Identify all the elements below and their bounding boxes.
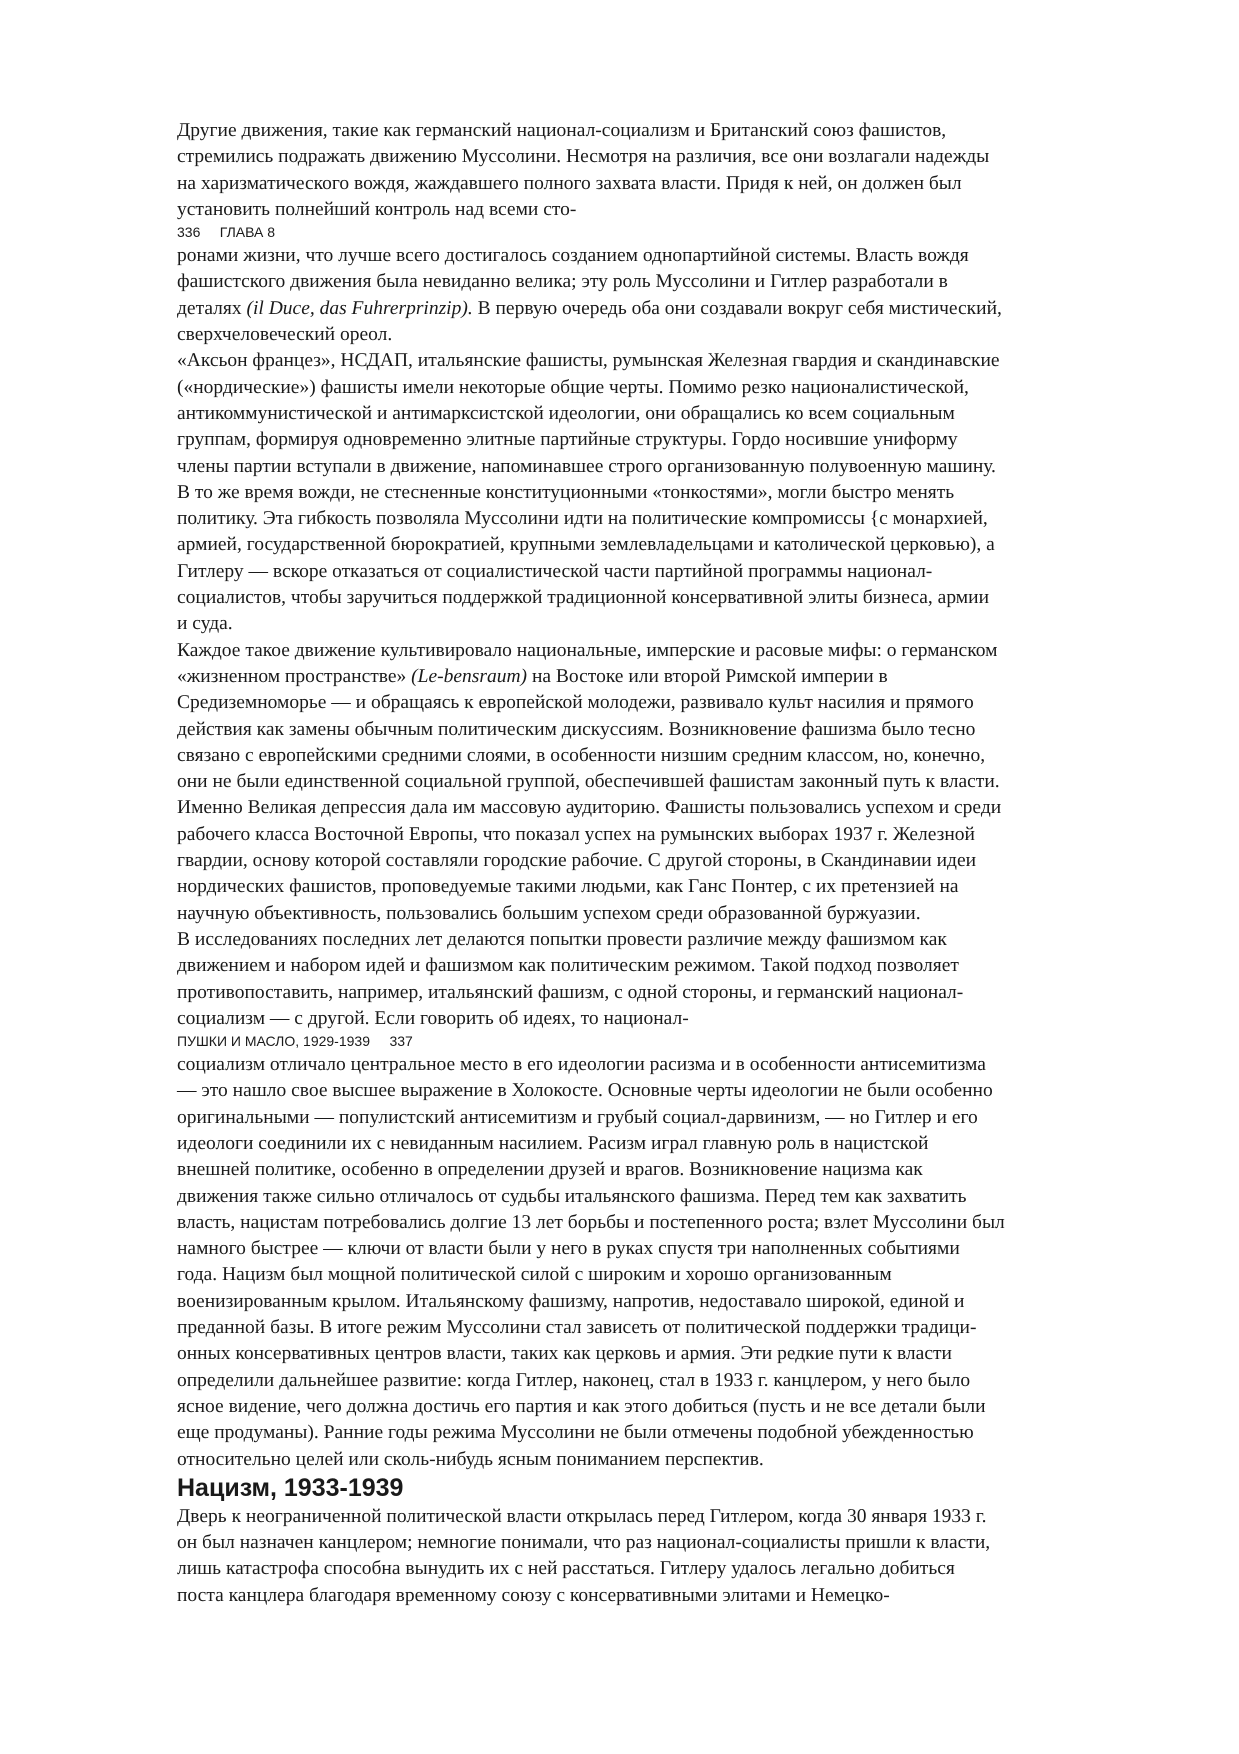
- paragraph-text: ронами жизни, что лучше всего достигалось созданием однопартийной системы. Власть вождя фашистского движения была невиданно велика; эту роль Муссолини и Гитлер разработали в деталях: [177, 245, 969, 319]
- paragraph: В исследованиях последних лет делаются попытки провести различие между фашизмом как движением и набором идей и фашизмом как политическим режимом. Такой подход позволяет противопоставить, например, итальянский фашизм, с одной стороны, и германский национал- социализм — с другой. Если говорить об идеях, то национал-: [177, 928, 964, 1029]
- italic-term: (Le-bensraum): [411, 665, 528, 687]
- italic-term: (il Duce, das Fuhrerprinzip).: [246, 297, 473, 319]
- page-header: 336 ГЛАВА 8: [177, 224, 276, 241]
- paragraph: Другие движения, такие как германский национал-социализм и Британский союз фашистов, стремились подражать движению Муссолини. Несмотря на различия, все они возлагали надежды на харизматического вождя, жаждавшего полного захвата власти. Придя к ней, он должен был установить полнейший контроль над всеми сто-: [177, 120, 990, 220]
- paragraph-text: Каждое такое движение культивировало национальные, имперские и расовые мифы: о германском «жизненном пространстве»: [177, 639, 998, 687]
- paragraph-text: на Востоке или второй Римской империи в Средиземноморье — и обращаясь к европейской молодежи, развивало культ насилия и прямого действия как замены обычным политическим дискуссиям. Возникновение фашизма было тесно связано с европейскими средними слоями, в особенности низшим средним классом, но, конечно, они не были единственной социальной группой, обеспечившей фашистам законный путь к власти. Именно Великая депрессия дала им массовую аудиторию. Фашисты пользовались успехом и среди рабочего класса Восточной Европы, что показал успех на румынских выборах 1937 г. Железной гвардии, основу которой составляли городские рабочие. С другой стороны, в Скандинавии идеи нордических фашистов, проповедуемые такими людьми, как Ганс Понтер, с их претензией на научную объективность, пользовались большим успехом среди образованной буржуазии.: [177, 665, 1002, 924]
- page-header: ПУШКИ И МАСЛО, 1929-1939 337: [177, 1033, 413, 1050]
- paragraph: «Аксьон францез», НСДАП, итальянские фашисты, румынская Железная гвардия и скандинавские («нордические») фашисты имели некоторые общие черты. Помимо резко националистической, антикоммунистической и антимарксистской идеологии, они обращались ко всем социальным группам, формируя одновременно элитные партийные структуры. Гордо носившие униформу члены партии вступали в движение, напоминавшее строго организованную полувоенную машину. В то же время вожди, не стесненные конституционными «тонкостями», могли быстро менять политику. Эта гибкость позволяла Муссолини идти на политические компромиссы {с монархией, армией, государственной бюрократией, крупными землевладельцами и католической церковью), а Гитлеру — вскоре отказаться от социалистической части партийной программы национал- социалистов, чтобы заручиться поддержкой традиционной консервативной элиты бизнеса, армии и суда.: [177, 350, 1000, 635]
- paragraph: [177, 243, 1177, 348]
- page-content: [177, 118, 1177, 1609]
- section-heading: Нацизм, 1933-1939: [177, 1473, 404, 1502]
- paragraph: Дверь к неограниченной политической власти открылась перед Гитлером, когда 30 января 1933 г. он был назначен канцлером; немногие понимали, что раз национал-социалисты пришли к власти, лишь катастрофа способна вынудить их с ней расстаться. Гитлеру удалось легально добиться поста канцлера благодаря временному союзу с консервативными элитами и Немецко-: [177, 1505, 991, 1606]
- paragraph: социализм отличало центральное место в его идеологии расизма и в особенности антисемитизма — это нашло свое высшее выражение в Холокосте. Основные черты идеологии не были особенно оригинальными — популистский антисемитизм и грубый социал-дарвинизм, — но Гитлер и его идеологи соединили их с невиданным насилием. Расизм играл главную роль в нацистской внешней политике, особенно в определении друзей и врагов. Возникновение нацизма как движения также сильно отличалось от судьбы итальянского фашизма. Перед тем как захватить власть, нацистам потребовались долгие 13 лет борьбы и постепенного роста; взлет Муссолини был намного быстрее — ключи от власти были у него в руках спустя три наполненных событиями года. Нацизм был мощной политической силой с широким и хорошо организованным военизированным крылом. Итальянскому фашизму, напротив, недоставало широкой, единой и преданной базы. В итоге режим Муссолини стал зависеть от политической поддержки традици- онных консервативных центров власти, таких как церковь и армия. Эти редкие пути к власти определили дальнейшее развитие: когда Гитлер, наконец, стал в 1933 г. канцлером, у него было ясное видение, чего должна достичь его партия и как этого добиться (пусть и не все детали были еще продуманы). Ранние годы режима Муссолини не были отмечены подобной убежденностью относительно целей или сколь-нибудь ясным пониманием перспектив.: [177, 1054, 1005, 1470]
- paragraph-text: В первую очередь оба они создавали вокруг себя мистический, сверхчеловеческий ореол.: [177, 297, 1002, 346]
- paragraph: [177, 638, 1177, 927]
